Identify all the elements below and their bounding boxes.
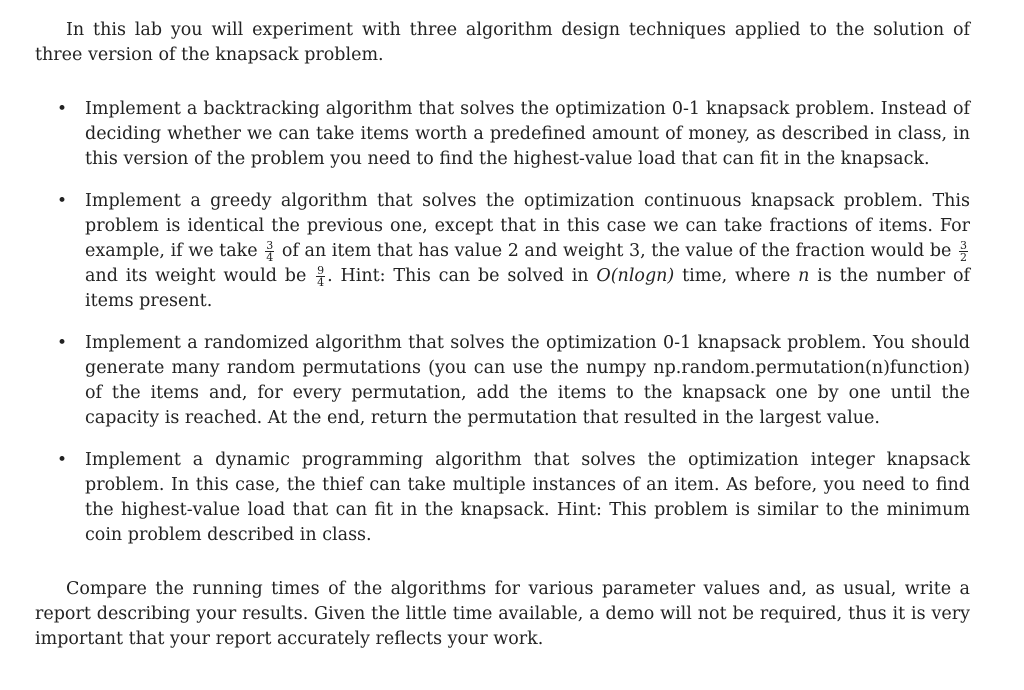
list-item-text: is the number of items present. [85,266,970,311]
list-item-text: Implement a backtracking algorithm that solves the optimization 0-1 knapsack problem. Instead of deciding whether we can take items worth a predefined amount of money, as described in class, in this version of the problem you need to find the highest-value load that can fit in the knapsack. [85,99,970,169]
variable-n: n [798,266,810,286]
fraction-denominator: 2 [960,250,967,264]
list-item-text: Implement a randomized algorithm that solves the optimization 0-1 knapsack problem. You should generate many random permutations (you can use the numpy np.random.permutation(n)function) of the items and, for every permutation, add the items to the knapsack one by one until the capacity is reached. At the end, return the permutation that resulted in the largest value. [85,333,970,428]
fraction-denominator: 4 [317,275,325,289]
closing-paragraph: Compare the running times of the algorithms for various parameter values and, as usual, write a report describing your results. Given the little time available, a demo will not be required, thus it is very important that your report accurately reflects your work. [35,579,970,649]
list-item-text: of an item that has value 2 and weight 3, the value of the fraction would be [281,241,952,261]
list-item-backtracking [57,97,970,172]
bullet-icon: • [57,99,68,119]
list-item-text: and its weight would be [85,266,307,286]
fraction-three-halves [959,240,968,263]
bullet-icon: • [57,450,68,470]
bullet-icon: • [57,333,68,353]
fraction-three-quarters [265,240,274,263]
fraction-numerator: 3 [266,238,274,252]
fraction-numerator: 3 [960,238,967,252]
intro-paragraph: In this lab you will experiment with three algorithm design techniques applied to the solution of three version of the knapsack problem. [35,20,970,65]
list-item-greedy [57,189,970,314]
task-list [35,97,970,548]
document-page [35,18,970,652]
list-item-randomized [57,331,970,431]
list-item-text: Implement a greedy algorithm that solves the optimization continuous knapsack problem. This problem is identical the previous one, except that in this case we can take fractions of items. For example, if we take [85,191,970,261]
list-item-dynamic-programming [57,448,970,548]
complexity-expression: O(nlogn) [596,266,675,286]
list-item-text: time, where [682,266,791,286]
list-item-text: Implement a dynamic programming algorithm that solves the optimization integer knapsack problem. In this case, the thief can take multiple instances of an item. As before, you need to find the highest-value load that can fit in the knapsack. Hint: This problem is similar to the minimum coin problem described in class. [85,450,970,545]
fraction-denominator: 4 [266,250,274,264]
fraction-nine-quarters [316,265,325,288]
bullet-icon: • [57,191,68,211]
list-item-text: . Hint: This can be solved in [327,266,589,286]
fraction-numerator: 9 [317,263,325,277]
